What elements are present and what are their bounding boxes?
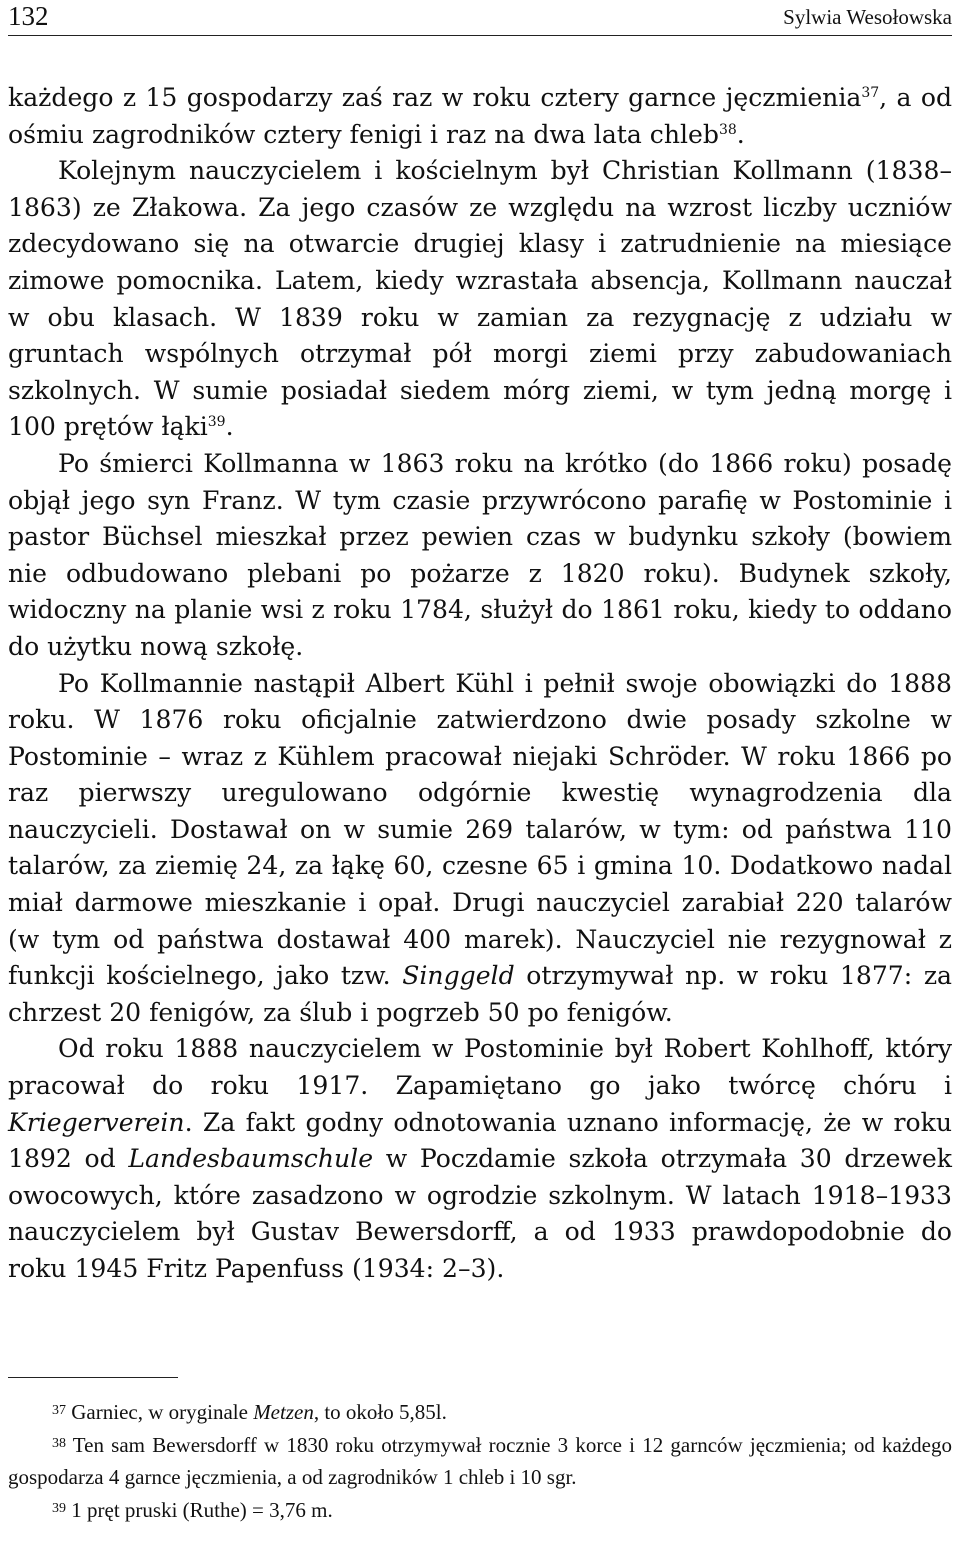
paragraph-3: Po śmierci Kollmanna w 1863 roku na krótko (do 1866 roku) posadę objął jego syn Franz. W tym czasie przywrócono parafię w Postominie i pastor Büchsel mieszkał przez pewien czas w budynku szkoły (bowiem nie odbudowano plebani po pożarze z 1820 roku). Budynek szkoły, widoczny na planie wsi z roku 1784, służył do 1861 roku, kiedy to oddano do użytku nową szkołę.	[8, 448, 952, 661]
italic-term-metzen: Metzen	[253, 1400, 314, 1424]
footnote-39: $^{39}$ 1 pręt pruski (Ruthe) = 3,76 m.	[52, 1497, 333, 1522]
footnote-37: $^{37}$ Garniec, w oryginale Metzen, to około 5,85l.	[52, 1400, 447, 1424]
footnote-number: 39	[52, 1500, 66, 1516]
running-head-author: Sylwia Wesołowska	[783, 5, 952, 29]
paragraph-1: każdego z 15 gospodarzy zaś raz w roku cztery garnce jęczmienia$^{37}$, a od ośmiu zagrodników cztery fenigi i raz na dwa lata chleb$^{38}$.	[8, 83, 953, 149]
italic-term-singgeld: Singgeld	[402, 961, 515, 991]
footnote-number: 37	[52, 1403, 66, 1418]
footnote-ref-38[interactable]: 38	[718, 121, 737, 138]
paragraph-2: Kolejnym nauczycielem i kościelnym był Christian Kollmann (1838–1863) ze Złakowa. Za jego czasów ze względu na wzrost liczby uczniów zdecydowano się na otwarcie drugiej klasy i zatrudnienie na miesiące zimowe pomocnika. Latem, kiedy wzrastała absencja, Kollmann nauczał w obu klasach. W 1839 roku w zamian za rezygnację z udziału w gruntach wspólnych otrzymał pół morgi ziemi przy zabudowaniach szkolnych. W sumie posiadał siedem mórg ziemi, w tym jedną morgę i 100 prętów łąki$^{39}$.	[8, 156, 952, 442]
footnote-38: $^{38}$ Ten sam Bewersdorff w 1830 roku otrzymywał rocznie 3 korce i 12 garnców jęczmienia; od każdego gospodarza 4 garnce jęczmienia, a od zagrodników 1 chleb i 10 sgr.	[8, 1432, 952, 1489]
body-text	[8, 80, 952, 1288]
footnotes	[8, 1396, 952, 1526]
footnote-ref-37[interactable]: 37	[861, 85, 880, 101]
page-number: 132	[8, 1, 49, 31]
running-header	[8, 0, 952, 36]
paragraph-4: Po Kollmannie nastąpił Albert Kühl i pełnił swoje obowiązki do 1888 roku. W 1876 roku oficjalnie zatwierdzono dwie posady szkolne w Postominie – wraz z Kühlem pracował niejaki Schröder. W roku 1866 po raz pierwszy uregulowano odgórnie kwestię wynagrodzenia dla nauczycieli. Dostawał on w sumie 269 talarów, w tym: od państwa 110 talarów, za ziemię 24, za łąkę 60, czesne 65 i gmina 10. Dodatkowo nadal miał darmowe mieszkanie i opał. Drugi nauczyciel zarabiał 220 talarów (w tym od państwa dostawał 400 marek). Nauczyciel nie rezygnował z funkcji kościelnego, jako tzw. Singgeld otrzymywał np. w roku 1877: za chrzest 20 fenigów, za ślub i pogrzeb 50 po fenigów.	[8, 668, 952, 1027]
footnote-separator	[8, 1377, 178, 1378]
footnote-number: 38	[52, 1435, 66, 1451]
italic-term-kriegerverein: Kriegerverein	[8, 1107, 185, 1137]
italic-term-landesbaumschule: Landesbaumschule	[128, 1144, 374, 1174]
footnote-ref-39[interactable]: 39	[207, 414, 226, 431]
paragraph-5: Od roku 1888 nauczycielem w Postominie był Robert Kohlhoff, który pracował do roku 1917. Zapamiętano go jako twórcę chóru i Kriegerverein. Za fakt godny odnotowania uznano informację, że w roku 1892 od Landesbaumschule w Poczdamie szkoła otrzymała 30 drzewek owocowych, które zasadzono w ogrodzie szkolnym. W latach 1918–1933 nauczycielem był Gustav Bewersdorff, a od 1933 prawdopodobnie do roku 1945 Fritz Papenfuss (1934: 2–3).	[8, 1034, 952, 1283]
